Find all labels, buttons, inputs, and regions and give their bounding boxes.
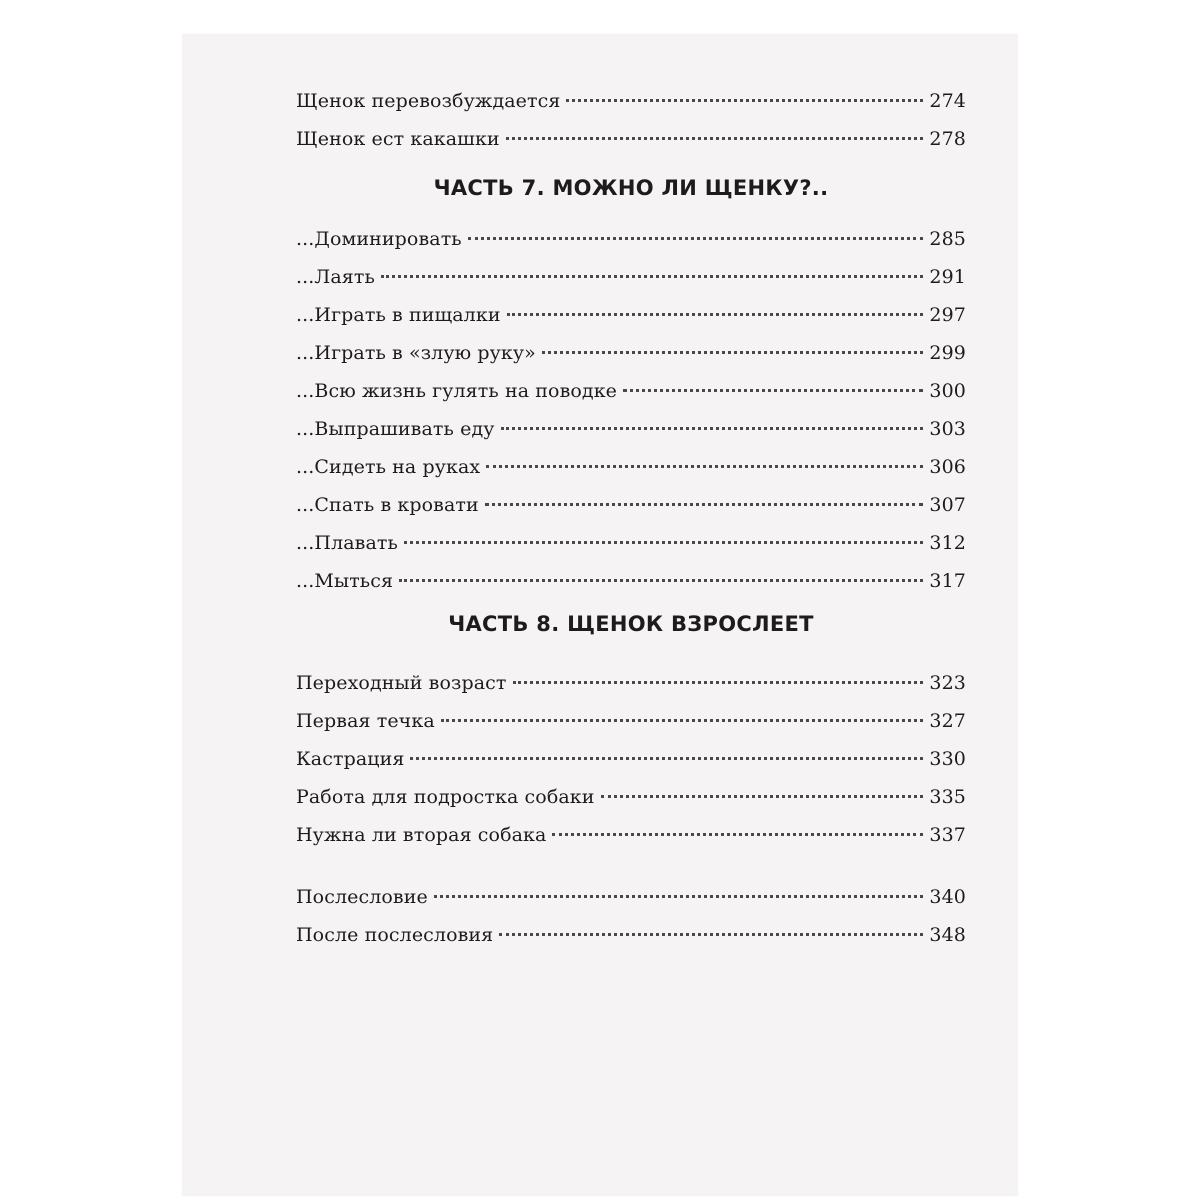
dot-leader [381, 275, 923, 278]
dot-leader [507, 313, 924, 316]
toc-entry-title: Щенок перевозбуждается [296, 90, 561, 112]
toc-entry [296, 364, 966, 402]
dot-leader [486, 465, 923, 468]
toc-entry [296, 732, 966, 770]
toc-entry-page: 285 [929, 228, 966, 250]
toc-entry-title: ...Лаять [296, 266, 375, 288]
toc-entry-title: ...Спать в кровати [296, 494, 479, 516]
toc-entry-page: 327 [929, 710, 966, 732]
toc-entry [296, 870, 966, 908]
toc-entry-page: 291 [929, 266, 966, 288]
toc-entry [296, 402, 966, 440]
toc-entry-title: Послесловие [296, 886, 428, 908]
toc-entry-title: Первая течка [296, 710, 435, 732]
toc-entry-page: 337 [929, 824, 966, 846]
toc-entry-page: 312 [929, 532, 966, 554]
toc-entry-title: ...Плавать [296, 532, 398, 554]
toc-entry-title: После послесловия [296, 924, 494, 946]
toc-entry-title: Работа для подростка собаки [296, 786, 595, 808]
toc-entry-title: ...Выпрашивать еду [296, 418, 495, 440]
toc-entry-page: 306 [929, 456, 966, 478]
dot-leader [468, 237, 924, 240]
dot-leader [441, 719, 924, 722]
toc-entry-title: ...Сидеть на руках [296, 456, 481, 478]
toc-entry [296, 288, 966, 326]
dot-leader [552, 833, 923, 836]
toc-entry [296, 694, 966, 732]
toc-entry-title: Нужна ли вторая собака [296, 824, 547, 846]
toc-entry [296, 212, 966, 250]
dot-leader [566, 99, 923, 102]
dot-leader [501, 427, 924, 430]
toc-entry-page: 317 [929, 570, 966, 592]
toc-entry-page: 297 [929, 304, 966, 326]
toc-entry-title: ...Мыться [296, 570, 394, 592]
toc-entry [296, 74, 966, 112]
toc-entry [296, 440, 966, 478]
toc-entry-title: Кастрация [296, 748, 405, 770]
dot-leader [434, 895, 924, 898]
toc-entry-page: 303 [929, 418, 966, 440]
toc-entry-title: Переходный возраст [296, 672, 507, 694]
toc-entry-page: 299 [929, 342, 966, 364]
toc-entry-page: 278 [929, 128, 966, 150]
toc-entry [296, 908, 966, 946]
toc-entry-page: 307 [929, 494, 966, 516]
toc-entry [296, 250, 966, 288]
toc-entry [296, 770, 966, 808]
toc-entry-page: 348 [929, 924, 966, 946]
dot-leader [601, 795, 924, 798]
section-gap [296, 846, 966, 870]
dot-leader [623, 389, 923, 392]
toc-entry-title: ...Доминировать [296, 228, 462, 250]
dot-leader [404, 541, 923, 544]
toc-entry-page: 274 [929, 90, 966, 112]
dot-leader [513, 681, 924, 684]
dot-leader [410, 757, 923, 760]
toc-entry [296, 656, 966, 694]
toc-entry-title: Щенок ест какашки [296, 128, 500, 150]
dot-leader [399, 579, 923, 582]
toc-entry [296, 516, 966, 554]
toc-entry-page: 300 [929, 380, 966, 402]
toc-entry-page: 323 [929, 672, 966, 694]
toc-entry-title: ...Играть в «злую руку» [296, 342, 536, 364]
toc-entry [296, 326, 966, 364]
toc-entry-title: ...Всю жизнь гулять на поводке [296, 380, 618, 402]
toc-entry [296, 478, 966, 516]
toc-entry-page: 340 [929, 886, 966, 908]
part-8-heading: ЧАСТЬ 8. ЩЕНОК ВЗРОСЛЕЕТ [448, 612, 814, 636]
dot-leader [499, 933, 923, 936]
part-7-heading: ЧАСТЬ 7. МОЖНО ЛИ ЩЕНКУ?.. [433, 176, 829, 200]
dot-leader [506, 137, 924, 140]
toc-entry-page: 335 [929, 786, 966, 808]
toc-entry [296, 808, 966, 846]
toc-entry-title: ...Играть в пищалки [296, 304, 501, 326]
dot-leader [542, 351, 924, 354]
toc-entry [296, 554, 966, 592]
toc-entry-page: 330 [929, 748, 966, 770]
table-of-contents [296, 74, 966, 946]
toc-entry [296, 112, 966, 150]
dot-leader [485, 503, 924, 506]
